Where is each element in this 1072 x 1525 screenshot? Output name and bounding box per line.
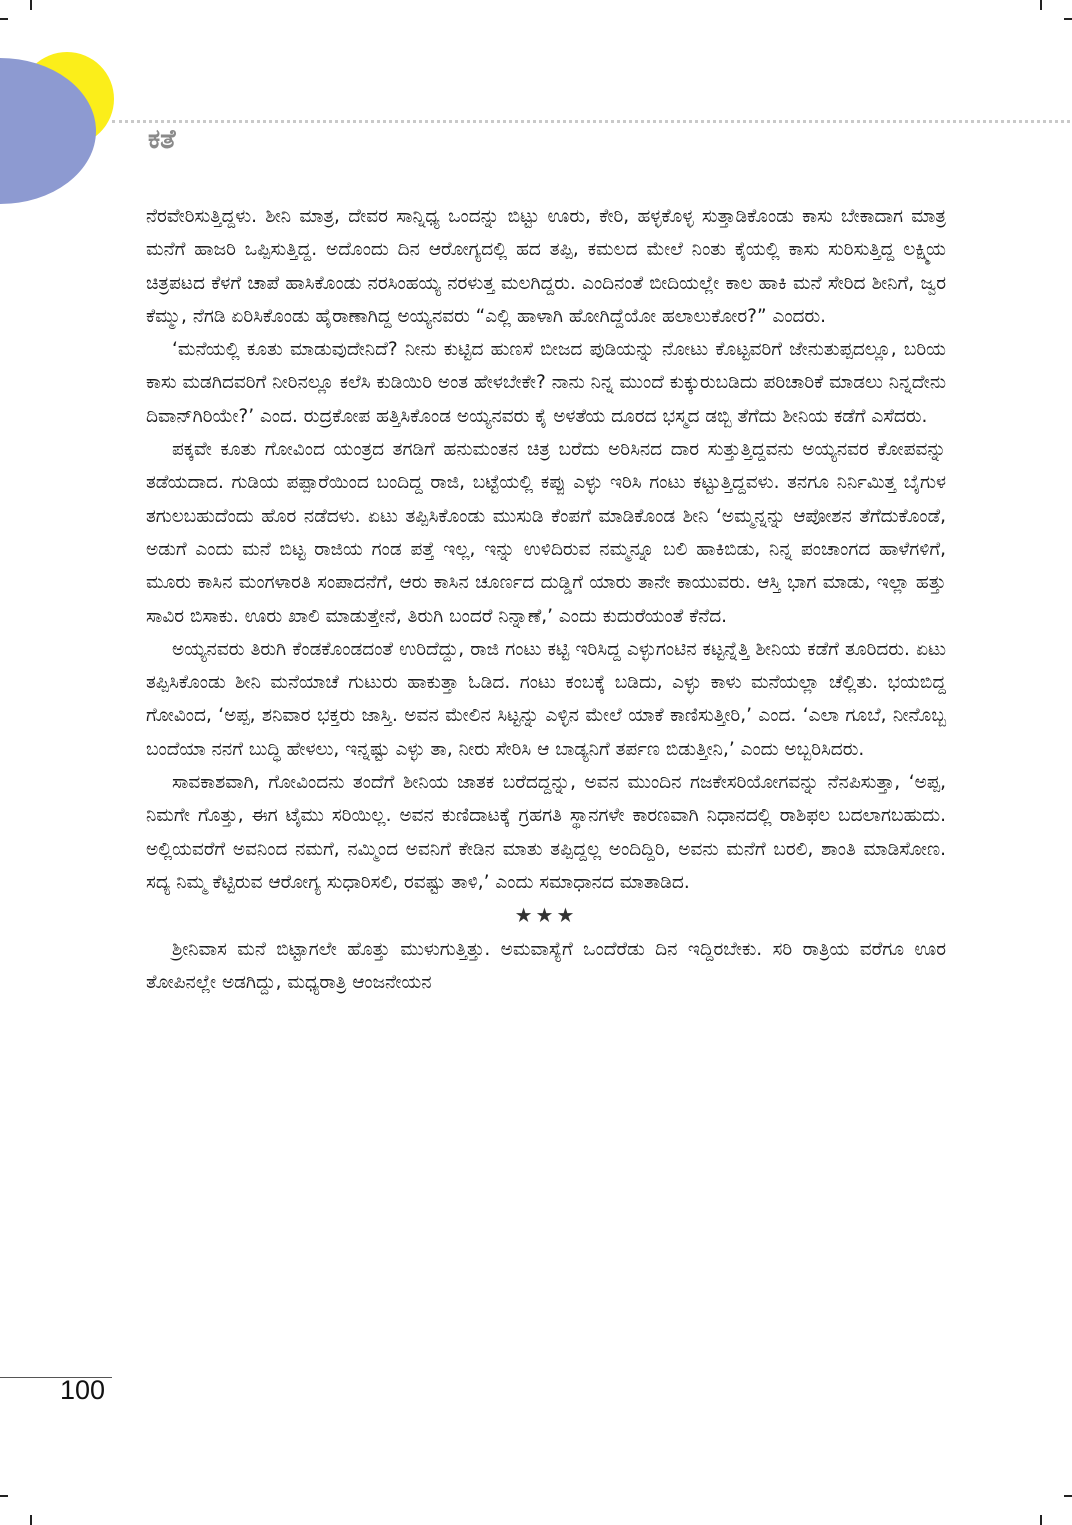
crop-mark [30, 1515, 32, 1525]
section-title: ಕತೆ [148, 124, 176, 155]
crop-mark [30, 0, 32, 10]
crop-mark [1040, 0, 1042, 10]
paragraph: ‘ಮನೆಯಲ್ಲಿ ಕೂತು ಮಾಡುವುದೇನಿದೆ? ನೀನು ಕುಟ್ಟಿದ ಹುಣಸೆ ಬೀಜದ ಪುಡಿಯನ್ನು ನೋಟು ಕೊಟ್ಟವರಿಗೆ ಜೇನುತುಪ್ಪದಲ್ಲೂ, ಬರಿಯ ಕಾಸು ಮಡಗಿದವರಿಗೆ ನೀರಿನಲ್ಲೂ ಕಲೆಸಿ ಕುಡಿಯಿರಿ ಅಂತ ಹೇಳಬೇಕೇ? ನಾನು ನಿನ್ನ ಮುಂದೆ ಕುಕ್ಕುರುಬಡಿದು ಪರಿಚಾರಿಕೆ ಮಾಡಲು ನಿನ್ನದೇನು ದಿವಾನ್‌ಗಿರಿಯೇ?’ ಎಂದ. ರುದ್ರಕೋಪ ಹತ್ತಿಸಿಕೊಂಡ ಅಯ್ಯನವರು ಕೈ ಅಳತೆಯ ದೂರದ ಭಸ್ಮದ ಡಬ್ಬಿ ತೆಗೆದು ಶೀನಿಯ ಕಡೆಗೆ ಎಸೆದರು. [146, 339, 946, 427]
paragraph: ಪಕ್ಕವೇ ಕೂತು ಗೋವಿಂದ ಯಂತ್ರದ ತಗಡಿಗೆ ಹನುಮಂತನ ಚಿತ್ರ ಬರೆದು ಅರಿಸಿನದ ದಾರ ಸುತ್ತುತ್ತಿದ್ದವನು ಅಯ್ಯನವರ ಕೋಪವನ್ನು ತಡೆಯದಾದ. ಗುಡಿಯ ಪಪ್ಪಾರೆಯಿಂದ ಬಂದಿದ್ದ ರಾಜಿ, ಬಟ್ಟೆಯಲ್ಲಿ ಕಪ್ಪು ಎಳ್ಳು ಇರಿಸಿ ಗಂಟು ಕಟ್ಟುತ್ತಿದ್ದವಳು. ತನಗೂ ನಿರ್ನಿಮಿತ್ತ ಬೈಗುಳ ತಗುಲಬಹುದೆಂದು ಹೊರ ನಡೆದಳು. ಏಟು ತಪ್ಪಿಸಿಕೊಂಡು ಮುಸುಡಿ ಕೆಂಪಗೆ ಮಾಡಿಕೊಂಡ ಶೀನಿ ‘ಅಮ್ಮನ್ನನ್ನು ಆಪೋಶನ ತೆಗೆದುಕೊಂಡೆ, ಅಡುಗೆ ಎಂದು ಮನೆ ಬಿಟ್ಟ ರಾಜಿಯ ಗಂಡ ಪತ್ತೆ ಇಲ್ಲ, ಇನ್ನು ಉಳಿದಿರುವ ನಮ್ಮನ್ನೂ ಬಲಿ ಹಾಕಿಬಿಡು, ನಿನ್ನ ಪಂಚಾಂಗದ ಹಾಳೆಗಳಿಗೆ, ಮೂರು ಕಾಸಿನ ಮಂಗಳಾರತಿ ಸಂಪಾದನೆಗೆ, ಆರು ಕಾಸಿನ ಚೂರ್ಣದ ದುಡ್ಡಿಗೆ ಯಾರು ತಾನೇ ಕಾಯುವರು. ಆಸ್ತಿ ಭಾಗ ಮಾಡು, ಇಲ್ಲಾ ಹತ್ತು ಸಾವಿರ ಬಿಸಾಕು. ಊರು ಖಾಲಿ ಮಾಡುತ್ತೇನೆ, ತಿರುಗಿ ಬಂದರೆ ನಿನ್ನಾಣೆ,’ ಎಂದು ಕುದುರೆಯಂತೆ ಕೆನೆದ. [146, 439, 946, 627]
crop-mark [0, 1495, 8, 1497]
header-dotted-rule [112, 120, 1070, 123]
paragraph: ಶ್ರೀನಿವಾಸ ಮನೆ ಬಿಟ್ಟಾಗಲೇ ಹೊತ್ತು ಮುಳುಗುತ್ತಿತ್ತು. ಅಮವಾಸ್ಯೆಗೆ ಒಂದೆರೆಡು ದಿನ ಇದ್ದಿರಬೇಕು. ಸರಿ ರಾತ್ರಿಯ ವರೆಗೂ ಊರ ತೋಪಿನಲ್ಲೇ ಅಡಗಿದ್ದು, ಮಧ್ಯರಾತ್ರಿ ಆಂಜನೇಯನ [146, 938, 946, 993]
paragraph: ಅಯ್ಯನವರು ತಿರುಗಿ ಕೆಂಡಕೊಂಡದಂತೆ ಉರಿದೆದ್ದು, ರಾಜಿ ಗಂಟು ಕಟ್ಟಿ ಇರಿಸಿದ್ದ ಎಳ್ಳುಗಂಟಿನ ಕಟ್ಟನ್ನೆತ್ತಿ ಶೀನಿಯ ಕಡೆಗೆ ತೂರಿದರು. ಏಟು ತಪ್ಪಿಸಿಕೊಂಡು ಶೀನಿ ಮನೆಯಾಚೆ ಗುಟುರು ಹಾಕುತ್ತಾ ಓಡಿದ. ಗಂಟು ಕಂಬಕ್ಕೆ ಬಡಿದು, ಎಳ್ಳು ಕಾಳು ಮನೆಯಲ್ಲಾ ಚೆಲ್ಲಿತು. ಭಯಬಿದ್ದ ಗೋವಿಂದ, ‘ಅಪ್ಪ, ಶನಿವಾರ ಭಕ್ತರು ಜಾಸ್ತಿ. ಅವನ ಮೇಲಿನ ಸಿಟ್ಟನ್ನು ಎಳ್ಳಿನ ಮೇಲೆ ಯಾಕೆ ಕಾಣಿಸುತ್ತೀರಿ,’ ಎಂದ. ‘ಎಲಾ ಗೂಬೆ, ನೀನೊಬ್ಬ ಬಂದೆಯಾ ನನಗೆ ಬುದ್ಧಿ ಹೇಳಲು, ಇನ್ನಷ್ಟು ಎಳ್ಳು ತಾ, ನೀರು ಸೇರಿಸಿ ಆ ಬಾಡ್ಯನಿಗೆ ತರ್ಪಣ ಬಿಡುತ್ತೀನಿ,’ ಎಂದು ಅಬ್ಬರಿಸಿದರು. [146, 638, 946, 760]
article-body [146, 200, 946, 999]
paragraph: ನೆರವೇರಿಸುತ್ತಿದ್ದಳು. ಶೀನಿ ಮಾತ್ರ, ದೇವರ ಸಾನ್ನಿಧ್ಯ ಒಂದನ್ನು ಬಿಟ್ಟು ಊರು, ಕೇರಿ, ಹಳ್ಳಕೊಳ್ಳ ಸುತ್ತಾಡಿಕೊಂಡು ಕಾಸು ಬೇಕಾದಾಗ ಮಾತ್ರ ಮನೆಗೆ ಹಾಜರಿ ಒಪ್ಪಿಸುತ್ತಿದ್ದ. ಅದೊಂದು ದಿನ ಆರೋಗ್ಯದಲ್ಲಿ ಹದ ತಪ್ಪಿ, ಕಮಲದ ಮೇಲೆ ನಿಂತು ಕೈಯಲ್ಲಿ ಕಾಸು ಸುರಿಸುತ್ತಿದ್ದ ಲಕ್ಷ್ಮಿಯ ಚಿತ್ರಪಟದ ಕೆಳಗೆ ಚಾಪೆ ಹಾಸಿಕೊಂಡು ನರಸಿಂಹಯ್ಯ ನರಳುತ್ತ ಮಲಗಿದ್ದರು. ಎಂದಿನಂತೆ ಬೀದಿಯಲ್ಲೇ ಕಾಲ ಹಾಕಿ ಮನೆ ಸೇರಿದ ಶೀನಿಗೆ, ಜ್ವರ ಕೆಮ್ಮು, ನೆಗಡಿ ಏರಿಸಿಕೊಂಡು ಹೈರಾಣಾಗಿದ್ದ ಅಯ್ಯನವರು “ಎಲ್ಲಿ ಹಾಳಾಗಿ ಹೋಗಿದ್ದೆಯೋ ಹಲಾಲುಕೋರ?” ಎಂದರು. [146, 206, 946, 327]
crop-mark [0, 18, 8, 20]
section-separator: ★★★ [514, 903, 578, 928]
page-number: 100 [60, 1375, 106, 1405]
paragraph: ಸಾವಕಾಶವಾಗಿ, ಗೋವಿಂದನು ತಂದೆಗೆ ಶೀನಿಯ ಜಾತಕ ಬರೆದದ್ದನ್ನು, ಅವನ ಮುಂದಿನ ಗಜಕೇಸರಿಯೋಗವನ್ನು ನೆನಪಿಸುತ್ತಾ, ‘ಅಪ್ಪ, ನಿಮಗೇ ಗೊತ್ತು, ಈಗ ಟೈಮು ಸರಿಯಿಲ್ಲ. ಅವನ ಕುಣಿದಾಟಕ್ಕೆ ಗ್ರಹಗತಿ ಸ್ಥಾನಗಳೇ ಕಾರಣವಾಗಿ ನಿಧಾನದಲ್ಲಿ ರಾಶಿಫಲ ಬದಲಾಗಬಹುದು. ಅಲ್ಲಿಯವರೆಗೆ ಅವನಿಂದ ನಮಗೆ, ನಮ್ಮಿಂದ ಅವನಿಗೆ ಕೇಡಿನ ಮಾತು ತಪ್ಪಿದ್ದಲ್ಲ ಅಂದಿದ್ದಿರಿ, ಅವನು ಮನೆಗೆ ಬರಲಿ, ಶಾಂತಿ ಮಾಡಿಸೋಣ. ಸದ್ಯ ನಿಮ್ಮ ಕೆಟ್ಟಿರುವ ಆರೋಗ್ಯ ಸುಧಾರಿಸಲಿ, ರವಷ್ಟು ತಾಳಿ,’ ಎಂದು ಸಮಾಧಾನದ ಮಾತಾಡಿದ. [146, 772, 946, 893]
crop-mark [1040, 1515, 1042, 1525]
crop-mark [1064, 1495, 1072, 1497]
crop-mark [1064, 18, 1072, 20]
